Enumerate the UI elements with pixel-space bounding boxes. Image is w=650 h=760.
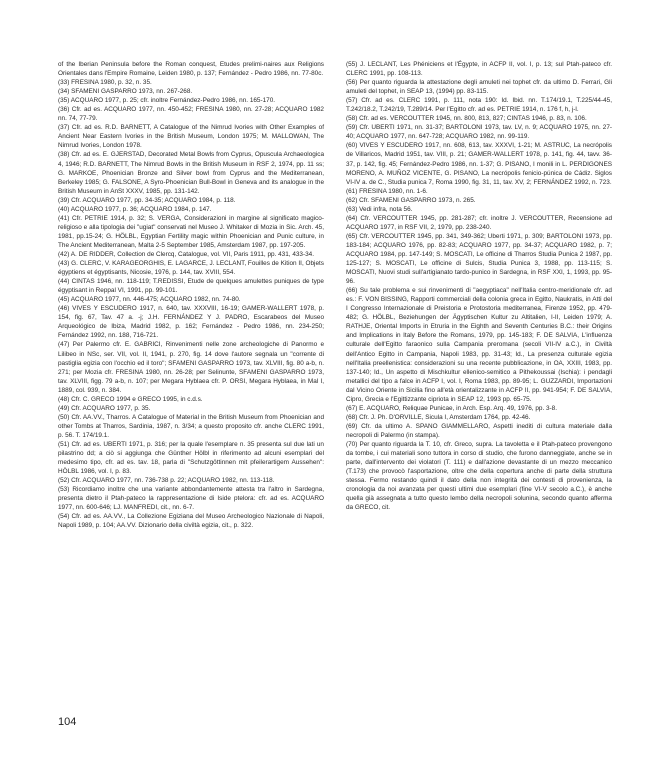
footnote: (51) Cfr. ad es. UBERTI 1971, p. 316; per la quale l'esemplare n. 35 presenta sul due lati un pilastrino dd; a ciò si aggiunga che Günther Hölbl in riferimento ad alcuni esemplari del medesimo tipo, cfr. ad es. tav. 18, parla di "Schutzgöttinnen mit pfeilerartigem Aussehen": HÖLBL 1986, vol. I, p. 83. [58, 440, 324, 476]
footnote: (63) Vedi infra, nota 56. [346, 205, 413, 213]
footnote: (69) Cfr. da ultimo A. SPANO GIAMMELLARO, Aspetti inediti di cultura materiale dalla necropoli di Palermo (in stampa). [346, 422, 612, 439]
footnote: (56) Per quanto riguarda la attestazione degli amuleti nei tophet cfr. da ultimo D. Ferrari, Gli amuleti del tophet, in SEAP 13, (1994) pp. 83-115. [346, 79, 612, 96]
footnote: (66) Su tale problema e sui rinvenimenti di "aegyptiaca" nell'Italia centro-meridionale cfr. ad es.: F. VON BISSING, Rapporti commerciali della colonia greca in Egitto, Naukratis, in Atti del I Congresso Internazionale di Preistoria e Protostoria mediterranea, Firenze 1952, pp. 479-482; G. HÖLBL, Beziehungen der Ägyptischen Kultur zu Altitalien, I-II, Leiden 1979; A. RATHJE, Oriental Imports in Etruria in the Eighth and Seventh Centuries B.C.: their Origins and Implications in Italy Before the Romans, 1979, pp. 145-183; F. DE SALVIA, L'influenza culturale dell'Egitto faraonico sulla Campania preromana (secoli VII-IV a.C.), in Civiltà dell'Antico Egitto in Campania, Napoli 1983, pp. 31-43; Id., La presenza culturale egizia nell'Italia preellenistica: considerazioni su una recente pubblicazione, in OA, XXIII, 1983, pp. 137-140; Id., Un aspetto di Mischkultur ellenico-semitico a Pithekoussai (Ischia): i pendagli metallici del tipo a falce in ACFP I, vol. I, Roma 1983, pp. 89-95; L. GUZZARDI, Importazioni dal Vicino Oriente in Sicilia fino all'età orientalizzante in ACFP II, pp. 941-954; F. DE SALVIA, Cipro, Grecia e l'Egittizzante cipriota in SEAP 12, 1993 pp. 65-75. [346, 287, 612, 403]
footnote: (35) ACQUARO 1977, p. 25; cfr. inoltre Fernández-Pedro 1986, nn. 165-170. [58, 97, 276, 105]
footnote: (38) Cfr. ad es. E. GJERSTAD, Decorated Metal Bowls from Cyprus, Opuscula Archaeologica 4, 1946; R.D. BARNETT, The Nimrud Bowls in the British Museum in RSF 2, 1974, pp. 11 ss; G. MARKOE, Phoenician Bronze and Silver bowl from Cyprus and the Mediterranean, Berkeley 1985; G. FALSONE, A Syro-Phoenician Bull-Bowl in Geneva and its analogue in the British Museum in AnSt XXXV, 1985, pp. 131-142. [58, 151, 324, 195]
footnotes-left-column [58, 60, 324, 530]
footnote: (48) Cfr. C. GRECO 1994 e GRECO 1995, in c.d.s. [58, 395, 203, 403]
footnote: (57) Cfr. ad es. CLERC 1991, p. 111, nota 190: Id. Ibid. nn. T.174/19.1, T.225/44-45, T.242/18.2, T.242/19, T.289/14. Per l'Egitto cfr. ad es. PETRIE 1914, n. 176 f, h, j-l. [346, 97, 612, 114]
footnote: (40) ACQUARO 1977, p. 36; ACQUARO 1984, p. 147. [58, 205, 212, 213]
footnote: (61) FRESINA 1980, nn. 1-6. [346, 187, 428, 195]
footnote: of the Iberian Peninsula before the Roman conquest, Etudes prelimi-naires aux Religions Orientales dans l'Empire Romaine, Leiden 1980, p. 137; Fernández - Pedro 1986, nn. 77-80c. [58, 61, 324, 78]
footnote: (50) Cfr. AA.VV., Tharros. A Catalogue of Material in the British Museum from Phoenician and other Tombs at Tharros, Sardinia, 1987, n. 3/34; a questo proposito cfr. anche CLERC 1991, p. 56. T. 174/19.1. [58, 413, 324, 439]
footnote: (39) Cfr. ACQUARO 1977, pp. 34-35; ACQUARO 1984, p. 118. [58, 196, 236, 204]
footnote: (47) Per Palermo cfr. E. GABRICI, Rinvenimenti nelle zone archeologiche di Panormo e Lilibeo in NSc, ser. VII, vol. II, 1941, p. 270, fig. 14 dove l'autore segnala un "corrente di pastiglia egizia con l'occhio ed il toro"; SFAMENI GASPARRO 1973, tav. XLVIII, fig. 80 a-b, n. 271; per Mozia cfr. FRESINA 1980, nn. 26-28; per Selinunte, SFAMENI GASPARRO 1973, tav. XLVIII, figg. 79 a-b, n. 107; per Megara Hyblaea cfr. P. ORSI, Megara Hyblaea, in Mal I, 1889, col. 939, n. 384. [58, 341, 324, 394]
footnote: (53) Ricordiamo inoltre che una variante abbondantemente attesta tra l'altro in Sardegna, presenta dietro il Ptah-pateco la rappresentazione di Iside ptelora: cfr. ad es. ACQUARO 1977, nn. 600-646; LJ. MANFREDI, cit., nn. 6-7. [58, 486, 324, 512]
footnote: (60) VIVES Y ESCUDERO 1917, nn. 608, 613, tav. XXXVI, 1-21; M. ASTRUC, La necrópolis de Villaricos, Madrid 1951, tav. VIII, p. 21; GAMER-WALLERT 1978, p. 141, fig. 44, tavv. 36-37, p. 142, fig. 45; Fernández-Pedro 1986, nn. 1-37; G. PISANO, I monili in L. PERDIGONES MORENO, A. MUÑOZ VICENTE, G. PISANO, La necrópolis fenicio-púnica de Cádiz. Siglos VI-IV a. de C., Studia punica 7, Roma 1990, fig. 31, 11, tav. XV, 2; FERNÁNDEZ 1992, n. 723. [346, 142, 612, 186]
footnote: (37) Cfr. ad es. R.D. BARNETT, A Catalogue of the Nimrud Ivories with Other Examples of Ancient Near Eastern Ivories in the British Museum, London 1975; M. MALLOWAN, The Nimrud Ivories, London 1978. [58, 124, 324, 150]
footnote: (49) Cfr. ACQUARO 1977, p. 35. [58, 404, 151, 412]
footnote: (67) E. ACQUARO, Reliquae Punicae, in Arch. Esp. Arq. 49, 1976, pp. 3-8. [346, 404, 558, 412]
footnote: (34) SFAMENI GASPARRO 1973, nn. 267-268. [58, 88, 193, 96]
footnote: (42) A. DE RIDDER, Collection de Clercq, Catalogue, vol. VII, Paris 1911, pp. 431, 433-34. [58, 250, 314, 258]
footnote: (64) Cfr. VERCOUTTER 1945, pp. 281-287; cfr. inoltre J. VERCOUTTER, Recensione ad ACQUARO 1977, in RSF VII, 2, 1979, pp. 238-240. [346, 214, 612, 231]
footnote: (54) Cfr. ad es. AA.VV., La Collezione Egiziana del Museo Archeologico Nazionale di Napoli, Napoli 1989, p. 104; AA.VV. Dizionario della civiltà egizia, cit., p. 322. [58, 513, 324, 530]
footnote: (41) Cfr. PETRIE 1914, p. 32; S. VERGA, Considerazioni in margine al significato magico-religioso e alla tipologia dei "ugiat" conservati nel Museo J. Whitaker di Mozia in Sic. Arch. 45, 1981, pp.15-24; G. HÖLBL, Egyptian Fertility magic within Phoenician and Punic culture, in The Ancient Mediterranean, Malta 2-5 September 1985, Amsterdam 1987, pp. 197-205. [58, 214, 324, 249]
footnotes-right-column [346, 60, 612, 512]
footnote: (55) J. LECLANT, Les Phéniciens et l'Égypte, in ACFP II, vol. I, p. 13; sul Ptah-pateco cfr. CLERC 1991, pp. 108-113. [346, 61, 612, 78]
footnote: (43) G. CLERC, V. KARAGEORGHIS, E. LAGARCE, J. LECLANT, Fouilles de Kition II, Objets égyptiens et égyptisants, Nicosie, 1976, p. 144, tav. XVIII, 554. [58, 260, 324, 277]
page-number: 104 [58, 716, 77, 728]
footnote: (65) Cfr. VERCOUTTER 1945, pp. 341, 349-362; Uberti 1971, p. 309; BARTOLONI 1973, pp. 183-184; ACQUARO 1976, pp. 82-83; ACQUARO 1977, pp. 34-37; ACQUARO 1982, p. 7; ACQUARO 1984, pp. 147-149; S. MOSCATI, Le officine di Tharros Studia Punica 2 1987, pp. 125-127; S. MOSCATI, Le officine di Sulcis, Studia Punica 3, 1988, pp. 113-115; S. MOSCATI, Nuovi studi sull'artigianato tardo-punico in Sardegna, in RSF XXI, 1, 1993, pp. 95-96. [346, 232, 612, 286]
footnote: (45) ACQUARO 1977, nn. 446-475; ACQUARO 1982, nn. 74-80. [58, 296, 241, 304]
footnote: (58) Cfr. ad es. VERCOUTTER 1945, nn. 800, 813, 827; CINTAS 1946, p. 83, n. 106. [346, 115, 587, 123]
footnote: (46) VIVES Y ESCUDERO 1917, n. 640, tav. XXXVIII, 16-19; GAMER-WALLERT 1978, p. 154, fig. 67, Tav. 47 a. -j; J.H. FERNÁNDEZ Y J. PADRO, Escarabeos del Museo Arqueológico de Ibiza, Madrid 1982, p. 162; Fernández - Pedro 1986, nn. 234-250; Fernández 1992, nn. 188, 716-721. [58, 305, 324, 340]
footnote: (70) Per quanto riguarda la T. 10, cfr. Greco, supra. La tavoletta e il Ptah-pateco provengono da tombe, i cui materiali sono tuttora in corso di studio, che furono danneggiate, anche se in parte, dall'intervento dei violatori (T. 111) e dall'azione devastante di un mezzo meccanico (T.173) che provocò l'asportazione, oltre che della copertura anche di parte della struttura stessa. Fermo restando quindi il dato della non integrità dei contesti di provenienza, la cronologia da noi avanzata per questi ultimi due esemplari (fine VI-V secolo a.C.), è anche quella già assegnata a tutto questo lembo della necropoli solunina, secondo quanto afferma da GRECO, cit. [346, 440, 612, 512]
footnote: (33) FRESINA 1980, p. 32, n. 35. [58, 79, 152, 87]
footnote: (68) Cfr. J. Ph. D'ORVILLE, Sicula I, Amsterdam 1764, pp. 42-46. [346, 413, 531, 421]
footnote: (36) Cfr. ad es. ACQUARO 1977, nn. 450-452; FRESINA 1980, nn. 27-28; ACQUARO 1982 nn. 74, 77-79. [58, 106, 324, 123]
footnote: (52) Cfr. ACQUARO 1977, nn. 736-738 p. 22; ACQUARO 1982, nn. 113-118. [58, 477, 275, 485]
footnote: (62) Cfr. SFAMENI GASPARRO 1973, n. 265. [346, 196, 476, 204]
footnote: (59) Cfr. UBERTI 1971, nn. 31-37; BARTOLONI 1973, tav. LV, n. 9; ACQUARO 1975, nn. 27-40; ACQUARO 1977, nn. 647-728; ACQUARO 1982, nn. 99-119. [346, 124, 612, 141]
footnote: (44) CINTAS 1946, nn. 118-119; T.REDISSI, Etude de quelques amulettes puniques de type égyptisant in Reppal VI, 1991, pp. 99-101. [58, 278, 324, 295]
